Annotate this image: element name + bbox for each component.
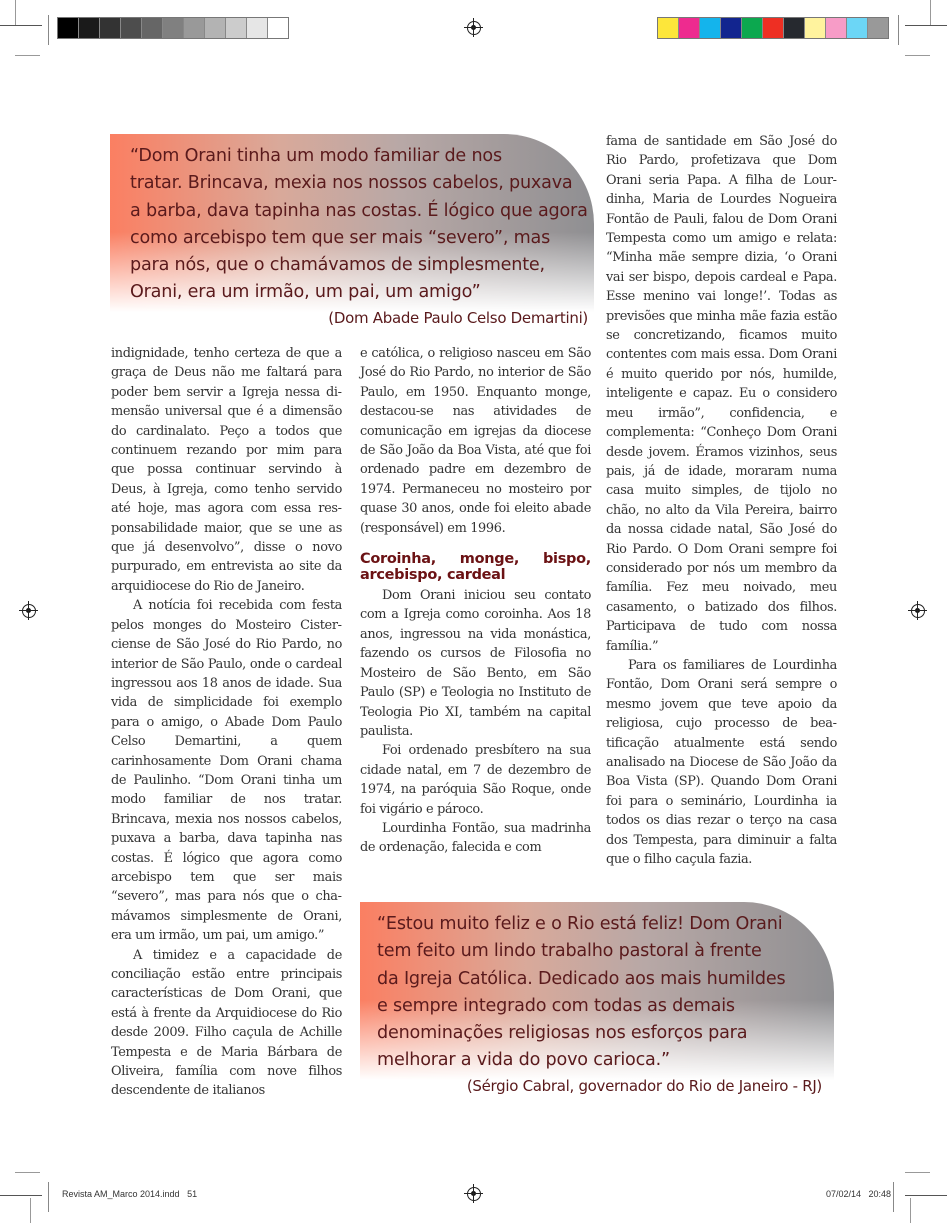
article-column-3 (606, 132, 837, 869)
color-swatch (784, 18, 805, 38)
pull-quote-text (377, 911, 834, 1075)
color-swatch (658, 18, 679, 38)
color-swatch (121, 18, 142, 38)
crop-mark (0, 25, 42, 26)
color-swatch (868, 18, 888, 38)
pull-quote-line: para nós, que o chamávamos de simplesmente, (130, 255, 545, 276)
paragraph: Lourdinha Fontão, sua madrinha de ordenação, falecida e com (360, 820, 591, 856)
pull-quote-line: “Estou muito feliz e o Rio está feliz! Dom Orani (377, 914, 783, 934)
pull-quote-bottom (360, 902, 834, 1095)
color-swatch (142, 18, 163, 38)
pull-quote-line: melhorar a vida do povo carioca.” (377, 1050, 670, 1071)
registration-mark-icon (467, 1187, 481, 1201)
pull-quote-top (110, 134, 594, 327)
paragraph: A notícia foi recebida com festa pelos monges do Mosteiro Cisterciense de São José do Rio Pardo, no interior de São Paulo, onde o cardeal ingressou aos 18 anos de idade. Sua vida de simplicidade foi exemplo para o amigo, o Abade Dom Paulo Celso Demartini, a quem carinhosamente Dom Orani chama de Paulinho. “Dom Orani tinha um modo familiar de nos tratar. Brincava, mexia nos nossos cabelos, puxava a barba, dava tapinha nas costas. É lógico que agora como arcebispo tem que ser mais “severo”, mas para nós que o chamávamos simplesmente de Orani, era um irmão, um pai, um amigo.” (111, 598, 342, 944)
crop-mark (905, 25, 947, 26)
color-swatch (742, 18, 763, 38)
crop-mark (905, 55, 930, 56)
crop-mark (898, 15, 899, 45)
color-swatch (205, 18, 226, 38)
crop-mark (0, 1195, 42, 1196)
color-swatch (226, 18, 247, 38)
pull-quote-line: denominações religiosas nos esforços para (377, 1023, 748, 1044)
article-column-2 (360, 344, 591, 858)
crop-mark (48, 15, 49, 45)
crop-mark (30, 1198, 31, 1223)
color-swatch (247, 18, 268, 38)
paragraph: Para os familiares de Lourdinha Fontão, Dom Orani será sempre o mesmo jovem que teve apoio da religiosa, cujo processo de beatificação atualmente está sendo analisado na Diocese de São João da Boa Vista (SP). Quando Dom Orani foi para o seminário, Lourdinha ia todos os dias rezar o terço na casa dos Tempesta, para diminuir a falta que o filho caçula fazia. (606, 657, 837, 868)
crop-mark (48, 1182, 49, 1212)
crop-mark (15, 55, 40, 56)
pull-quote-text (130, 143, 594, 307)
color-swatch (163, 18, 184, 38)
crop-mark (905, 1172, 930, 1173)
color-swatch (268, 18, 288, 38)
color-swatch (100, 18, 121, 38)
crop-mark (930, 0, 931, 25)
slug-file-info: Revista AM_Marco 2014.indd 51 (62, 1189, 198, 1199)
paragraph: A timidez e a capacidade de conciliação estão entre principais características de Dom Orani, que está à frente da Arquidiocese do Rio desde 2009. Filho caçula de Achille Tempesta e de Maria Bárbara de Oliveira, família com nove filhos descendente de italianos (111, 947, 342, 1099)
color-swatch (184, 18, 205, 38)
pull-quote-attribution: (Dom Abade Paulo Celso Demartini) (328, 308, 588, 327)
paragraph: e católica, o religioso nasceu em São José do Rio Pardo, no interior de São Paulo, em 1950. Enquanto monge, destacou-se nas atividades de comunicação em igrejas da diocese de São João da Boa Vista, até que foi ordenado padre em dezembro de 1974. Permaneceu no mosteiro por quase 30 anos, onde foi eleito abade (responsável) em 1996. (360, 346, 591, 536)
color-swatch (679, 18, 700, 38)
color-swatch (79, 18, 100, 38)
color-swatch (763, 18, 784, 38)
color-swatch (805, 18, 826, 38)
crop-mark (15, 1172, 40, 1173)
paragraph: fama de santidade em São José do Rio Pardo, profetizava que Dom Orani seria Papa. A filha de Lourdinha, Maria de Lourdes Nogueira Fontão de Pauli, falou de Dom Orani Tempesta como um amigo e relata: “Minha mãe sempre dizia, ‘o Orani vai ser bispo, depois cardeal e Papa. Esse menino vai longe!’. Todas as previsões que minha mãe fazia estão se concretizando, ficamos muito contentes com mais essa. Dom Orani é muito querido por nós, humilde, inteligente e capaz. Eu o considero meu irmão”, confidencia, e complementa: “Conheço Dom Orani desde jovem. Éramos vizinhos, seus pais, já de idade, moraram numa casa muito simples, de tijolo no chão, no alto da Vila Pereira, bairro da nossa cidade natal, São José do Rio Pardo. O Dom Orani sempre foi considerado por nós um membro da família. Fez meu noivado, meu casamento, o batizado dos filhos. Participava de tudo com nossa família.” (606, 134, 837, 654)
paragraph: Foi ordenado presbítero na sua cidade natal, em 7 de dezembro de 1974, na paróquia São Roque, onde foi vigário e pároco. (360, 743, 591, 817)
registration-mark-icon (911, 604, 925, 618)
section-subheading: Coroinha, monge, bispo, arcebispo, cardeal (360, 551, 591, 584)
pull-quote-line: a barba, dava tapinha nas costas. É lógico que agora (130, 200, 588, 221)
cmyk-color-bar (657, 17, 889, 39)
pull-quote-line: tratar. Brincava, mexia nos nossos cabelos, puxava (130, 173, 573, 194)
article-column-1 (111, 344, 342, 1101)
color-swatch (58, 18, 79, 38)
pull-quote-line: “Dom Orani tinha um modo familiar de nos (130, 146, 502, 166)
pull-quote-attribution: (Sérgio Cabral, governador do Rio de Janeiro - RJ) (466, 1076, 822, 1095)
registration-mark-icon (467, 21, 481, 35)
pull-quote-line: Orani, era um irmão, um pai, um amigo” (130, 282, 481, 303)
crop-mark (893, 1182, 894, 1212)
color-swatch (847, 18, 868, 38)
pull-quote-line: e sempre integrado com todas as demais (377, 995, 735, 1016)
pull-quote-line: como arcebispo tem que ser mais “severo”, mas (130, 227, 551, 248)
slug-date-time: 07/02/14 20:48 (826, 1189, 892, 1199)
color-swatch (721, 18, 742, 38)
registration-mark-icon (22, 604, 36, 618)
crop-mark (905, 1195, 947, 1196)
color-swatch (700, 18, 721, 38)
grayscale-color-bar (57, 17, 289, 39)
pull-quote-line: tem feito um lindo trabalho pastoral à frente (377, 941, 762, 962)
pull-quote-line: da Igreja Católica. Dedicado aos mais humildes (377, 968, 786, 989)
paragraph: indignidade, tenho certeza de que a graça de Deus não me faltará para poder bem servir a Igreja nessa dimensão universal que é a dimensão do cardinalato. Peço a todos que continuem rezando por mim para que possa continuar servindo à Deus, à Igreja, como tenho servido até hoje, mas agora com essa responsabilidade maior, que se une as que já desenvolvo”, disse o novo purpurado, em entrevista ao site da arquidiocese do Rio de Janeiro. (111, 346, 342, 594)
paragraph: Dom Orani iniciou seu contato com a Igreja como coroinha. Aos 18 anos, ingressou na vida monástica, fazendo os cursos de Filosofia no Mosteiro de São Bento, em São Paulo (SP) e Teologia no Instituto de Teologia Pio XI, também na capital paulista. (360, 588, 591, 739)
crop-mark (15, 0, 16, 25)
color-swatch (826, 18, 847, 38)
crop-mark (910, 1198, 911, 1223)
